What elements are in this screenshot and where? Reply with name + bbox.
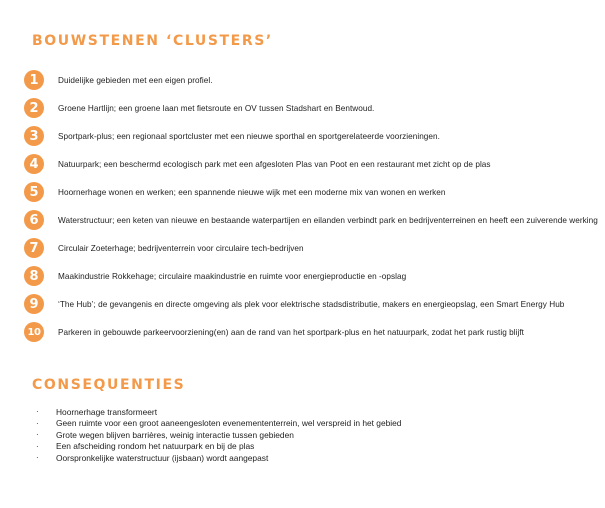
list-item-text: Hoornerhage wonen en werken; een spannende nieuwe wijk met een moderne mix van wonen en werken — [58, 187, 446, 197]
list-item — [24, 234, 599, 262]
list-item — [24, 122, 599, 150]
section-title-bouwstenen: BOUWSTENEN ‘CLUSTERS’ — [32, 33, 273, 49]
list-item — [24, 178, 599, 206]
list-item-text: Parkeren in gebouwde parkeervoorziening(en) aan de rand van het sportpark-plus en het natuurpark, zodat het park rustig blijft — [58, 327, 524, 337]
list-item — [24, 206, 599, 234]
list-item-text: ‘The Hub’; de gevangenis en directe omgeving als plek voor elektrische stadsdistributie, makers en energieopslag, een Smart Energy Hub — [58, 299, 565, 309]
list-item — [24, 150, 599, 178]
bullet-item — [36, 418, 596, 430]
list-item-text: Waterstructuur; een keten van nieuwe en bestaande waterpartijen en eilanden verbindt park en bedrijventerreinen en heeft een zuiverende werking — [58, 215, 598, 225]
list-item — [24, 318, 599, 346]
bullet-dot: · — [36, 441, 39, 451]
list-item — [24, 290, 599, 318]
list-item — [24, 262, 599, 290]
bullet-dot: · — [36, 418, 39, 428]
list-item-text: Duidelijke gebieden met een eigen profiel. — [58, 75, 213, 85]
bullet-list — [36, 406, 596, 464]
bullet-item-text: Geen ruimte voor een groot aaneengesloten evenemententerrein, wel verspreid in het gebied — [56, 418, 402, 429]
list-item-text: Groene Hartlijn; een groene laan met fietsroute en OV tussen Stadshart en Bentwoud. — [58, 103, 375, 113]
number-badge: 2 — [24, 98, 44, 118]
bullet-dot: · — [36, 430, 39, 440]
number-badge: 6 — [24, 210, 44, 230]
number-badge: 7 — [24, 238, 44, 258]
bullet-item-text: Oorspronkelijke waterstructuur (ijsbaan) wordt aangepast — [56, 452, 269, 463]
list-item-text: Maakindustrie Rokkehage; circulaire maakindustrie en ruimte voor energieproductie en -opslag — [58, 271, 407, 281]
bullet-dot: · — [36, 407, 39, 417]
number-badge: 8 — [24, 266, 44, 286]
number-badge: 3 — [24, 126, 44, 146]
list-item-text: Circulair Zoeterhage; bedrijventerrein voor circulaire tech-bedrijven — [58, 243, 304, 253]
bullet-item — [36, 406, 596, 418]
list-item-text: Natuurpark; een beschermd ecologisch park met een afgesloten Plas van Poot en een restaurant met zicht op de plas — [58, 159, 491, 169]
number-badge: 1 — [24, 70, 44, 90]
bullet-dot: · — [36, 453, 39, 463]
list-item-text: Sportpark-plus; een regionaal sportcluster met een nieuwe sporthal en sportgerelateerde voorzieningen. — [58, 131, 440, 141]
section-title-consequenties: CONSEQUENTIES — [32, 377, 186, 393]
list-item — [24, 94, 599, 122]
bullet-item — [36, 441, 596, 453]
number-badge: 4 — [24, 154, 44, 174]
bullet-item — [36, 452, 596, 464]
bullet-item-text: Een afscheiding rondom het natuurpark en bij de plas — [56, 441, 255, 452]
list-item — [24, 66, 599, 94]
number-badge: 5 — [24, 182, 44, 202]
bullet-item-text: Hoornerhage transformeert — [56, 406, 158, 417]
bullet-item-text: Grote wegen blijven barrières, weinig interactie tussen gebieden — [56, 429, 294, 440]
numbered-list — [24, 66, 599, 346]
bullet-item — [36, 429, 596, 441]
number-badge: 9 — [24, 294, 44, 314]
number-badge: 10 — [24, 322, 44, 342]
